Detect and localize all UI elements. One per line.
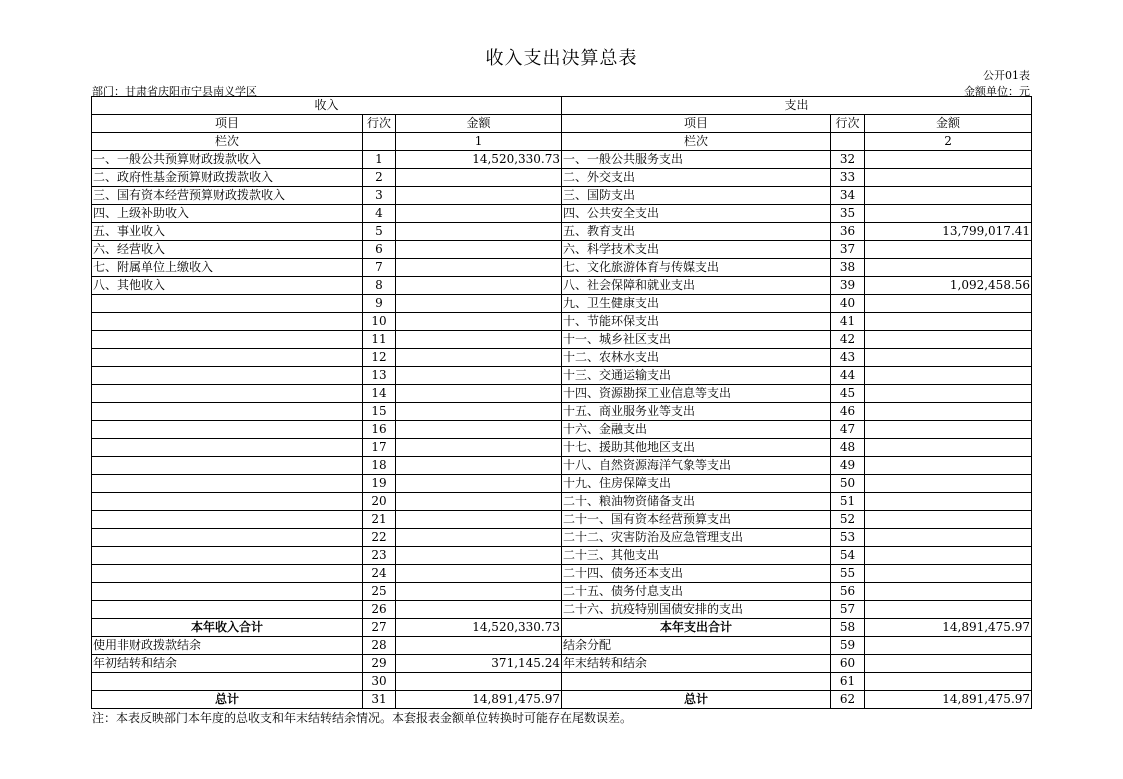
table-row: [92, 205, 1032, 223]
expense-line-header: 行次: [831, 115, 865, 133]
expense-column-index: 2: [865, 133, 1032, 151]
income-line-cell: 15: [363, 403, 396, 421]
table-row: [92, 691, 1032, 709]
income-item-cell: [92, 475, 363, 493]
table-row: [92, 313, 1032, 331]
expense-item-cell: 三、国防支出: [562, 187, 831, 205]
income-item-cell: 八、其他收入: [92, 277, 363, 295]
income-amount-cell: [396, 349, 562, 367]
expense-item-cell: 二、外交支出: [562, 169, 831, 187]
expense-line-cell: 45: [831, 385, 865, 403]
income-line-cell: 4: [363, 205, 396, 223]
income-amount-cell: 14,520,330.73: [396, 619, 562, 637]
expense-item-cell: 八、社会保障和就业支出: [562, 277, 831, 295]
table-row: [92, 655, 1032, 673]
expense-amount-cell: [865, 295, 1032, 313]
table-row: [92, 331, 1032, 349]
expense-line-cell: 57: [831, 601, 865, 619]
expense-item-cell: 年末结转和结余: [562, 655, 831, 673]
expense-amount-cell: [865, 511, 1032, 529]
income-line-cell: 23: [363, 547, 396, 565]
income-item-cell: [92, 313, 363, 331]
expense-line-cell: 37: [831, 241, 865, 259]
table-row: [92, 673, 1032, 691]
income-item-cell: 总计: [92, 691, 363, 709]
expense-amount-cell: [865, 331, 1032, 349]
income-amount-cell: [396, 511, 562, 529]
expense-item-cell: 六、科学技术支出: [562, 241, 831, 259]
expense-item-cell: 十八、自然资源海洋气象等支出: [562, 457, 831, 475]
income-item-cell: [92, 331, 363, 349]
income-line-header: 行次: [363, 115, 396, 133]
income-item-cell: [92, 565, 363, 583]
income-amount-cell: [396, 223, 562, 241]
table-row: [92, 367, 1032, 385]
table-row: [92, 151, 1032, 169]
table-row: [92, 547, 1032, 565]
income-item-cell: 本年收入合计: [92, 619, 363, 637]
expense-line-cell: 42: [831, 331, 865, 349]
expense-item-cell: 十三、交通运输支出: [562, 367, 831, 385]
income-line-cell: 29: [363, 655, 396, 673]
income-line-cell: 6: [363, 241, 396, 259]
expense-line-cell: 43: [831, 349, 865, 367]
expense-amount-cell: [865, 421, 1032, 439]
expense-item-cell: 二十四、债务还本支出: [562, 565, 831, 583]
income-line-cell: 1: [363, 151, 396, 169]
expense-item-cell: 十七、援助其他地区支出: [562, 439, 831, 457]
expense-item-cell: 二十六、抗疫特别国债安排的支出: [562, 601, 831, 619]
expense-amount-cell: [865, 529, 1032, 547]
expense-line-cell: 61: [831, 673, 865, 691]
budget-summary-table: [91, 96, 1032, 709]
income-amount-header: 金额: [396, 115, 562, 133]
income-amount-cell: [396, 241, 562, 259]
income-amount-cell: [396, 475, 562, 493]
table-row: [92, 619, 1032, 637]
expense-item-cell: 十五、商业服务业等支出: [562, 403, 831, 421]
table-row: [92, 439, 1032, 457]
income-item-cell: 年初结转和结余: [92, 655, 363, 673]
income-line-cell: 16: [363, 421, 396, 439]
income-line-cell: 9: [363, 295, 396, 313]
department-label: 部门：甘肃省庆阳市宁县南义学区: [92, 85, 257, 98]
expense-amount-cell: [865, 205, 1032, 223]
expense-item-cell: 二十、粮油物资储备支出: [562, 493, 831, 511]
income-amount-cell: [396, 403, 562, 421]
expense-amount-cell: [865, 151, 1032, 169]
table-row: [92, 583, 1032, 601]
expense-item-cell: 九、卫生健康支出: [562, 295, 831, 313]
income-item-cell: [92, 673, 363, 691]
expense-item-cell: 总计: [562, 691, 831, 709]
income-amount-cell: [396, 421, 562, 439]
expense-item-cell: 七、文化旅游体育与传媒支出: [562, 259, 831, 277]
table-row: [92, 385, 1032, 403]
income-column-index: 1: [396, 133, 562, 151]
income-line-cell: 7: [363, 259, 396, 277]
income-amount-cell: [396, 313, 562, 331]
income-item-cell: 一、一般公共预算财政拨款收入: [92, 151, 363, 169]
expense-item-cell: 二十三、其他支出: [562, 547, 831, 565]
income-line-cell: 21: [363, 511, 396, 529]
table-row: [92, 475, 1032, 493]
income-amount-cell: [396, 205, 562, 223]
expense-item-cell: 二十二、灾害防治及应急管理支出: [562, 529, 831, 547]
income-line-cell: 24: [363, 565, 396, 583]
income-item-cell: [92, 421, 363, 439]
income-line-cell: 22: [363, 529, 396, 547]
income-item-cell: 七、附属单位上缴收入: [92, 259, 363, 277]
income-line-cell: 25: [363, 583, 396, 601]
income-line-cell: 28: [363, 637, 396, 655]
expense-amount-cell: 1,092,458.56: [865, 277, 1032, 295]
income-amount-cell: 14,891,475.97: [396, 691, 562, 709]
expense-item-cell: 五、教育支出: [562, 223, 831, 241]
income-line-cell: 20: [363, 493, 396, 511]
expense-item-cell: 四、公共安全支出: [562, 205, 831, 223]
income-amount-cell: [396, 367, 562, 385]
expense-line-cell: 53: [831, 529, 865, 547]
income-amount-cell: [396, 187, 562, 205]
income-item-cell: [92, 367, 363, 385]
expense-line-cell: 47: [831, 421, 865, 439]
expense-line-cell: 51: [831, 493, 865, 511]
expense-line-cell: 55: [831, 565, 865, 583]
table-row: [92, 223, 1032, 241]
income-line-cell: 3: [363, 187, 396, 205]
income-item-cell: 二、政府性基金预算财政拨款收入: [92, 169, 363, 187]
column-index-row: [92, 133, 1032, 151]
income-item-cell: 三、国有资本经营预算财政拨款收入: [92, 187, 363, 205]
column-header-row: [92, 115, 1032, 133]
expense-amount-cell: [865, 583, 1032, 601]
income-line-cell: 27: [363, 619, 396, 637]
expense-section-header: 支出: [562, 97, 1032, 115]
income-item-cell: [92, 403, 363, 421]
table-row: [92, 529, 1032, 547]
table-row: [92, 403, 1032, 421]
expense-item-cell: [562, 673, 831, 691]
section-header-row: [92, 97, 1032, 115]
income-item-cell: 使用非财政拨款结余: [92, 637, 363, 655]
expense-item-cell: 十四、资源勘探工业信息等支出: [562, 385, 831, 403]
expense-amount-cell: [865, 385, 1032, 403]
footnote: 注：本表反映部门本年度的总收支和年末结转结余情况。本套报表金额单位转换时可能存在尾数误差。: [92, 711, 633, 725]
income-item-cell: 四、上级补助收入: [92, 205, 363, 223]
table-row: [92, 277, 1032, 295]
income-amount-cell: [396, 385, 562, 403]
expense-item-cell: 十二、农林水支出: [562, 349, 831, 367]
expense-line-cell: 36: [831, 223, 865, 241]
expense-line-cell: 35: [831, 205, 865, 223]
expense-item-cell: 结余分配: [562, 637, 831, 655]
expense-line-cell: 34: [831, 187, 865, 205]
income-amount-cell: [396, 565, 562, 583]
income-item-cell: [92, 457, 363, 475]
expense-line-cell: 52: [831, 511, 865, 529]
expense-amount-header: 金额: [865, 115, 1032, 133]
expense-line-cell: 32: [831, 151, 865, 169]
table-row: [92, 565, 1032, 583]
income-item-cell: [92, 583, 363, 601]
income-item-header: 项目: [92, 115, 363, 133]
expense-column-label: 栏次: [562, 133, 831, 151]
income-line-cell: 13: [363, 367, 396, 385]
expense-amount-cell: [865, 547, 1032, 565]
expense-line-cell: 46: [831, 403, 865, 421]
expense-item-cell: 十、节能环保支出: [562, 313, 831, 331]
expense-amount-cell: [865, 349, 1032, 367]
expense-amount-cell: [865, 655, 1032, 673]
income-item-cell: [92, 601, 363, 619]
income-item-cell: [92, 385, 363, 403]
income-line-cell: 19: [363, 475, 396, 493]
income-amount-cell: [396, 277, 562, 295]
income-section-header: 收入: [92, 97, 562, 115]
income-line-cell: 8: [363, 277, 396, 295]
income-line-cell: 11: [363, 331, 396, 349]
expense-amount-cell: [865, 673, 1032, 691]
income-line-cell: 17: [363, 439, 396, 457]
income-amount-cell: [396, 547, 562, 565]
expense-amount-cell: [865, 457, 1032, 475]
expense-amount-cell: [865, 601, 1032, 619]
income-item-cell: [92, 529, 363, 547]
expense-item-cell: 十六、金融支出: [562, 421, 831, 439]
expense-amount-cell: [865, 637, 1032, 655]
table-row: [92, 601, 1032, 619]
expense-line-cell: 44: [831, 367, 865, 385]
expense-item-cell: 一、一般公共服务支出: [562, 151, 831, 169]
expense-line-cell: 38: [831, 259, 865, 277]
income-amount-cell: [396, 169, 562, 187]
table-row: [92, 187, 1032, 205]
table-row: [92, 169, 1032, 187]
expense-amount-cell: [865, 169, 1032, 187]
expense-amount-cell: [865, 313, 1032, 331]
income-amount-cell: [396, 439, 562, 457]
income-line-cell: 26: [363, 601, 396, 619]
expense-line-cell: 58: [831, 619, 865, 637]
income-amount-cell: 371,145.24: [396, 655, 562, 673]
table-row: [92, 457, 1032, 475]
expense-amount-cell: [865, 259, 1032, 277]
income-amount-cell: [396, 295, 562, 313]
income-amount-cell: [396, 259, 562, 277]
form-number: 公开01表: [983, 69, 1030, 82]
income-amount-cell: [396, 529, 562, 547]
table-row: [92, 259, 1032, 277]
income-item-cell: 五、事业收入: [92, 223, 363, 241]
income-amount-cell: [396, 493, 562, 511]
expense-amount-cell: [865, 475, 1032, 493]
expense-line-cell: 48: [831, 439, 865, 457]
table-row: [92, 511, 1032, 529]
income-line-cell: 30: [363, 673, 396, 691]
unit-label: 金额单位：元: [964, 85, 1030, 98]
income-item-cell: [92, 295, 363, 313]
expense-line-cell: 59: [831, 637, 865, 655]
income-line-cell: 2: [363, 169, 396, 187]
table-row: [92, 637, 1032, 655]
table-row: [92, 241, 1032, 259]
income-item-cell: [92, 547, 363, 565]
income-item-cell: [92, 493, 363, 511]
income-line-cell: 12: [363, 349, 396, 367]
income-line-cell: 31: [363, 691, 396, 709]
expense-line-cell: 39: [831, 277, 865, 295]
expense-item-header: 项目: [562, 115, 831, 133]
expense-amount-cell: [865, 493, 1032, 511]
expense-line-cell: 54: [831, 547, 865, 565]
income-amount-cell: 14,520,330.73: [396, 151, 562, 169]
income-line-cell: 18: [363, 457, 396, 475]
income-amount-cell: [396, 601, 562, 619]
income-item-cell: [92, 349, 363, 367]
expense-item-cell: 十九、住房保障支出: [562, 475, 831, 493]
expense-line-cell: 62: [831, 691, 865, 709]
income-line-cell: 10: [363, 313, 396, 331]
income-line-cell: 14: [363, 385, 396, 403]
table-row: [92, 493, 1032, 511]
income-item-cell: 六、经营收入: [92, 241, 363, 259]
expense-amount-cell: [865, 565, 1032, 583]
expense-amount-cell: [865, 367, 1032, 385]
expense-item-cell: 二十五、债务付息支出: [562, 583, 831, 601]
expense-amount-cell: 14,891,475.97: [865, 691, 1032, 709]
income-column-label: 栏次: [92, 133, 363, 151]
page-title: 收入支出决算总表: [485, 48, 638, 69]
expense-line-cell: 56: [831, 583, 865, 601]
expense-line-cell: 41: [831, 313, 865, 331]
table-row: [92, 421, 1032, 439]
expense-amount-cell: [865, 403, 1032, 421]
expense-amount-cell: [865, 187, 1032, 205]
expense-amount-cell: 14,891,475.97: [865, 619, 1032, 637]
income-amount-cell: [396, 673, 562, 691]
expense-amount-cell: [865, 439, 1032, 457]
expense-item-cell: 二十一、国有资本经营预算支出: [562, 511, 831, 529]
income-line-cell: 5: [363, 223, 396, 241]
table-row: [92, 349, 1032, 367]
expense-line-cell: 33: [831, 169, 865, 187]
income-item-cell: [92, 439, 363, 457]
expense-amount-cell: [865, 241, 1032, 259]
expense-line-cell: 49: [831, 457, 865, 475]
table-row: [92, 295, 1032, 313]
income-amount-cell: [396, 331, 562, 349]
expense-item-cell: 十一、城乡社区支出: [562, 331, 831, 349]
expense-line-cell: 40: [831, 295, 865, 313]
income-amount-cell: [396, 583, 562, 601]
expense-item-cell: 本年支出合计: [562, 619, 831, 637]
expense-line-cell: 50: [831, 475, 865, 493]
empty-cell: [363, 133, 396, 151]
income-amount-cell: [396, 637, 562, 655]
empty-cell: [831, 133, 865, 151]
expense-amount-cell: 13,799,017.41: [865, 223, 1032, 241]
expense-line-cell: 60: [831, 655, 865, 673]
income-item-cell: [92, 511, 363, 529]
income-amount-cell: [396, 457, 562, 475]
